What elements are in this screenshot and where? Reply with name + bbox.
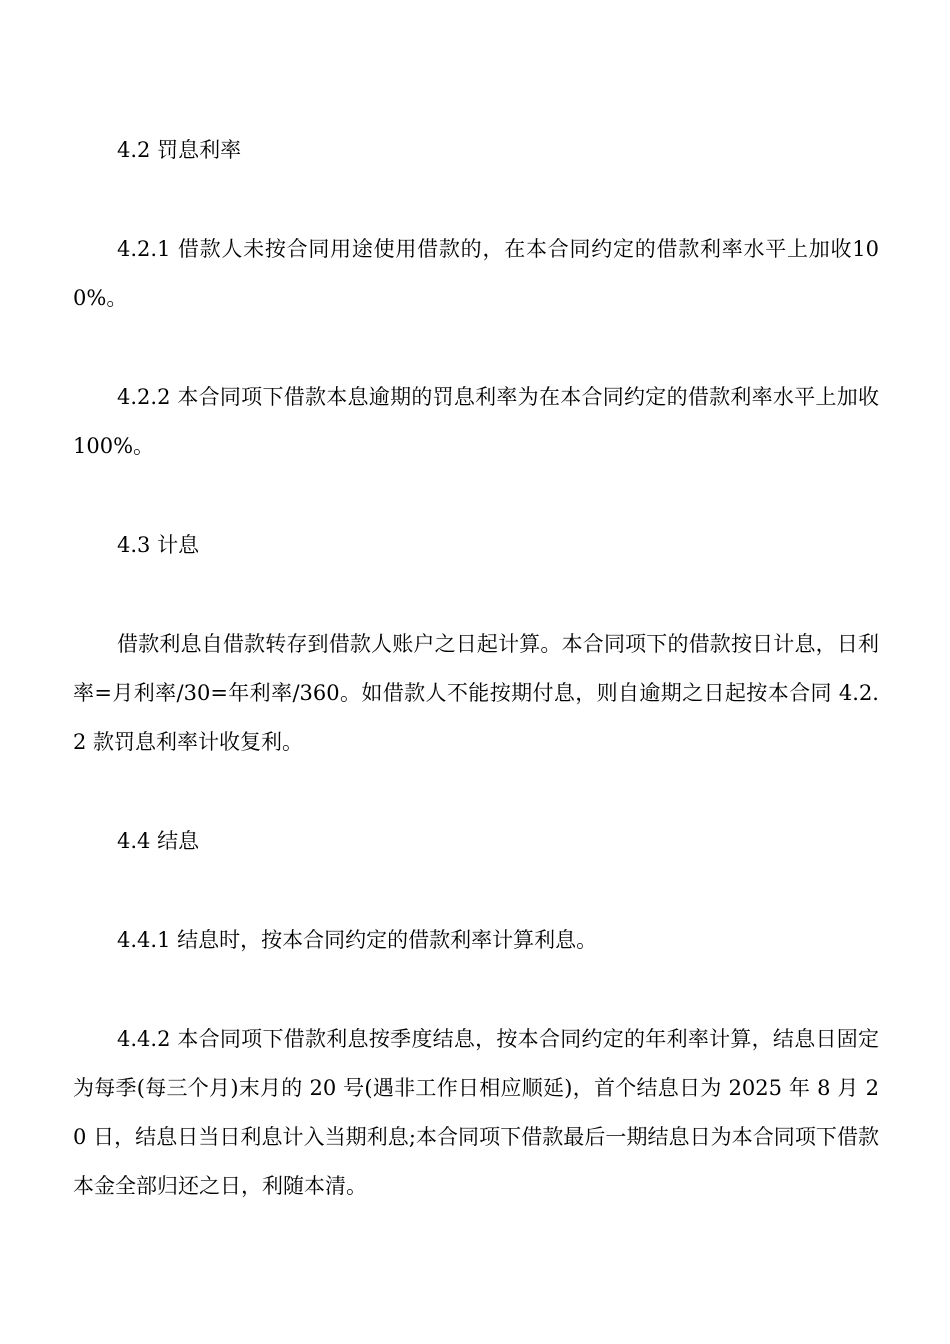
document-page xyxy=(73,126,879,1211)
section-heading-4-4: 4.4 结息 xyxy=(117,829,200,853)
section-heading-4-2: 4.2 罚息利率 xyxy=(117,138,242,162)
section-heading-4-3: 4.3 计息 xyxy=(117,533,200,557)
spacer xyxy=(73,767,879,817)
spacer xyxy=(73,471,879,521)
spacer xyxy=(73,866,879,916)
spacer xyxy=(73,570,879,620)
clause-4-3-body: 借款利息自借款转存到借款人账户之日起计算。本合同项下的借款按日计息，日利率=月利率/30=年利率/360。如借款人不能按期付息，则自逾期之日起按本合同 4.2.2 款罚息利率计收复利。 xyxy=(73,632,879,754)
clause-4-4-2: 4.4.2 本合同项下借款利息按季度结息，按本合同约定的年利率计算，结息日固定为每季(每三个月)末月的 20 号(遇非工作日相应顺延)，首个结息日为 2025 年 8 月 20 日，结息日当日利息计入当期利息;本合同项下借款最后一期结息日为本合同项下借款本金全部归还之日，利随本清。 xyxy=(73,1027,879,1198)
spacer xyxy=(73,323,879,373)
clause-4-2-1: 4.2.1 借款人未按合同用途使用借款的，在本合同约定的借款利率水平上加收100%。 xyxy=(73,237,879,310)
spacer xyxy=(73,965,879,1015)
clause-4-2-2: 4.2.2 本合同项下借款本息逾期的罚息利率为在本合同约定的借款利率水平上加收 100%。 xyxy=(73,385,879,458)
clause-4-4-1: 4.4.1 结息时，按本合同约定的借款利率计算利息。 xyxy=(117,928,598,952)
spacer xyxy=(73,175,879,225)
